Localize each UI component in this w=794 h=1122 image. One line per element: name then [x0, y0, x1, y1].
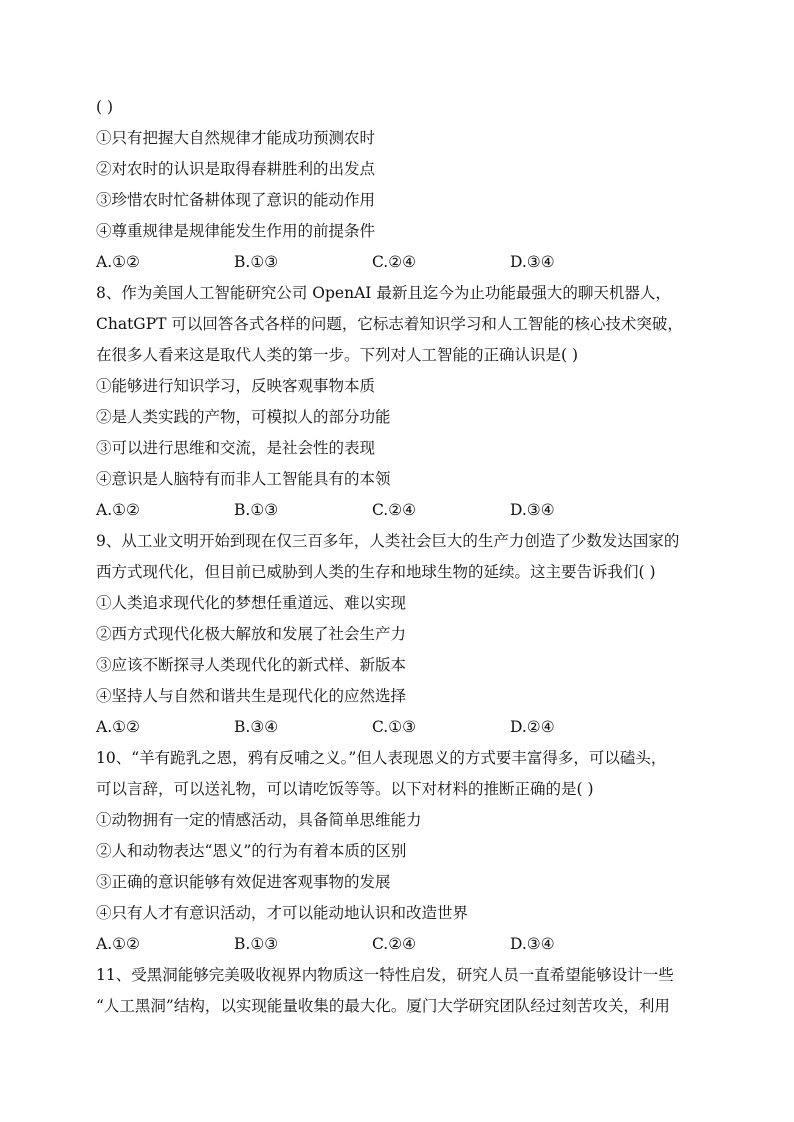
q8-choice-c: C.②④: [372, 501, 417, 519]
q8-option-3: ③可以进行思维和交流，是社会性的表现: [96, 439, 376, 457]
q8-stem-line-2: ChatGPT 可以回答各式各样的问题，它标志着知识学习和人工智能的核心技术突破，: [96, 315, 683, 333]
q7-option-3: ③珍惜农时忙备耕体现了意识的能动作用: [96, 191, 376, 209]
q8-option-1: ①能够进行知识学习，反映客观事物本质: [96, 377, 376, 395]
q8-choice-b: B.①③: [234, 501, 279, 519]
q8-choice-a: A.①②: [96, 501, 140, 519]
q7-choice-b: B.①③: [234, 253, 279, 271]
q7-choice-c: C.②④: [372, 253, 417, 271]
q8-choices: [96, 495, 716, 526]
q10-choice-b: B.①③: [234, 935, 279, 953]
q7-choices: [96, 247, 716, 278]
q10-option-1: ①动物拥有一定的情感活动，具备简单思维能力: [96, 811, 422, 829]
q9-choice-a: A.①②: [96, 718, 140, 736]
q7-choice-d: D.③④: [510, 253, 555, 271]
q10-option-4: ④只有人才有意识活动，才可以能动地认识和改造世界: [96, 904, 469, 922]
q9-option-4: ④坚持人与自然和谐共生是现代化的应然选择: [96, 687, 407, 705]
q8-stem-line-1: 8、作为美国人工智能研究公司 OpenAI 最新且迄今为止功能最强大的聊天机器人，: [96, 284, 671, 302]
q9-choice-b: B.③④: [234, 718, 279, 736]
q10-choice-c: C.②④: [372, 935, 417, 953]
q7-option-2: ②对农时的认识是取得春耕胜利的出发点: [96, 160, 376, 178]
q7-choice-a: A.①②: [96, 253, 140, 271]
exam-page: [96, 92, 716, 1022]
q11-stem-line-2: “人工黑洞”结构，以实现能量收集的最大化。厦门大学研究团队经过刻苦攻关，利用: [96, 997, 670, 1015]
q8-option-4: ④意识是人脑特有而非人工智能具有的本领: [96, 470, 391, 488]
q10-option-2: ②人和动物表达“恩义”的行为有着本质的区别: [96, 842, 407, 860]
q9-choice-d: D.②④: [510, 718, 555, 736]
q8-stem-line-3: 在很多人看来这是取代人类的第一步。下列对人工智能的正确认识是( ): [96, 346, 579, 364]
q10-stem-line-1: 10、“羊有跪乳之恩，鸦有反哺之义。”但人表现恩义的方式要丰富得多，可以磕头，: [96, 749, 667, 767]
q8-option-2: ②是人类实践的产物，可模拟人的部分功能: [96, 408, 391, 426]
q10-choices: [96, 929, 716, 960]
q10-choice-d: D.③④: [510, 935, 555, 953]
q11-stem-line-1: 11、受黑洞能够完美吸收视界内物质这一特性启发，研究人员一直希望能够设计一些: [96, 966, 674, 984]
q9-choices: [96, 712, 716, 743]
q10-stem-line-2: 可以言辞，可以送礼物，可以请吃饭等等。以下对材料的推断正确的是( ): [96, 780, 594, 798]
q9-choice-c: C.①③: [372, 718, 417, 736]
q7-option-1: ①只有把握大自然规律才能成功预测农时: [96, 129, 376, 147]
q8-choice-d: D.③④: [510, 501, 555, 519]
q9-option-3: ③应该不断探寻人类现代化的新式样、新版本: [96, 656, 407, 674]
q9-stem-line-1: 9、从工业文明开始到现在仅三百多年，人类社会巨大的生产力创造了少数发达国家的: [96, 532, 680, 550]
q10-option-3: ③正确的意识能够有效促进客观事物的发展: [96, 873, 391, 891]
q9-stem-line-2: 西方式现代化，但目前已威胁到人类的生存和地球生物的延续。这主要告诉我们( ): [96, 563, 656, 581]
q10-choice-a: A.①②: [96, 935, 140, 953]
q9-option-1: ①人类追求现代化的梦想任重道远、难以实现: [96, 594, 407, 612]
q7-answer-blank: ( ): [96, 98, 114, 116]
q9-option-2: ②西方式现代化极大解放和发展了社会生产力: [96, 625, 407, 643]
q7-option-4: ④尊重规律是规律能发生作用的前提条件: [96, 222, 376, 240]
